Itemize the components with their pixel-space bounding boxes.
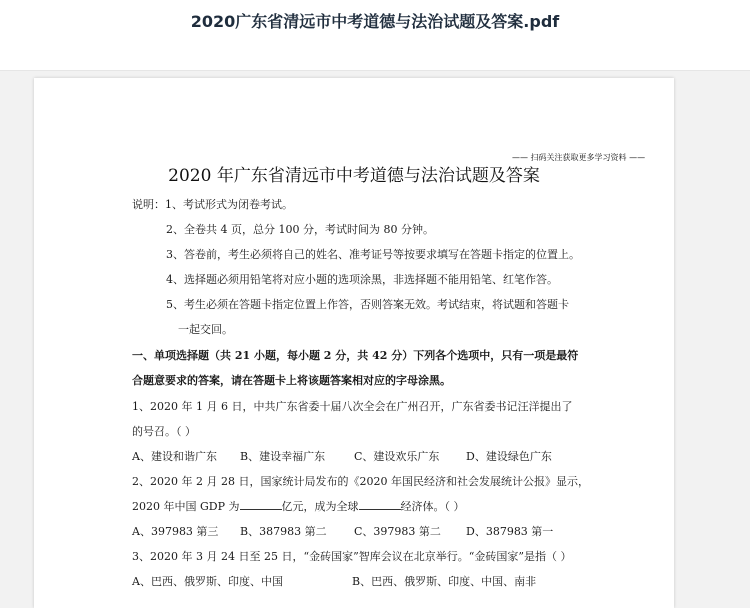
option-d: D、建设绿色广东: [466, 450, 552, 463]
answer-blank: [240, 500, 282, 510]
instruction-line: 4、选择题必须用铅笔将对应小题的选项涂黑，非选择题不能用铅笔、红笔作答。: [166, 273, 558, 286]
option-d: D、387983 第一: [466, 525, 554, 538]
paper-title: 2020 年广东省清远市中考道德与法治试题及答案: [168, 166, 540, 186]
section-heading: 合题意要求的答案，请在答题卡上将该题答案相对应的字母涂黑。: [132, 374, 451, 387]
option-b: B、巴西、俄罗斯、印度、中国、南非: [352, 575, 537, 588]
pdf-page: [34, 78, 674, 608]
question-1: 的号召。（ ）: [132, 425, 196, 438]
option-b: B、建设幸福广东: [240, 450, 326, 463]
question-text: 亿元，成为全球: [281, 500, 359, 513]
question-2: [132, 498, 465, 514]
instruction-line: 说明：1、考试形式为闭卷考试。: [132, 198, 293, 211]
document-title: 2020广东省清远市中考道德与法治试题及答案.pdf: [190, 12, 560, 31]
section-heading: 一、单项选择题（共 21 小题，每小题 2 分，共 42 分）下列各个选项中，只有一项是最符: [132, 349, 579, 362]
answer-blank: [359, 500, 401, 510]
question-text: 经济体。（ ）: [400, 500, 465, 513]
instruction-line: 一起交回。: [178, 323, 233, 336]
question-3: 3、2020 年 3 月 24 日至 25 日，“金砖国家”智库会议在北京举行。“金砖国家”是指（ ）: [132, 550, 572, 563]
instruction-line: 2、全卷共 4 页，总分 100 分，考试时间为 80 分钟。: [166, 223, 434, 236]
option-c: C、397983 第二: [354, 525, 441, 538]
option-a: A、巴西、俄罗斯、印度、中国: [132, 575, 283, 588]
instruction-line: 3、答卷前，考生必须将自己的姓名、准考证号等按要求填写在答题卡指定的位置上。: [166, 248, 580, 261]
scan-note: —— 扫码关注获取更多学习资料 ——: [512, 153, 646, 162]
question-1: 1、2020 年 1 月 6 日，中共广东省委十届八次全会在广州召开，广东省委书记汪洋提出了: [132, 400, 573, 413]
option-a: A、建设和谐广东: [132, 450, 217, 463]
question-2: 2、2020 年 2 月 28 日，国家统计局发布的《2020 年国民经济和社会发展统计公报》显示，: [132, 475, 589, 488]
instruction-line: 5、考生必须在答题卡指定位置上作答，否则答案无效。考试结束，将试题和答题卡: [166, 298, 569, 311]
viewer-header: [0, 0, 750, 71]
option-c: C、建设欢乐广东: [354, 450, 440, 463]
option-b: B、387983 第二: [240, 525, 327, 538]
option-a: A、397983 第三: [132, 525, 219, 538]
question-text: 2020 年中国 GDP 为: [132, 500, 240, 513]
